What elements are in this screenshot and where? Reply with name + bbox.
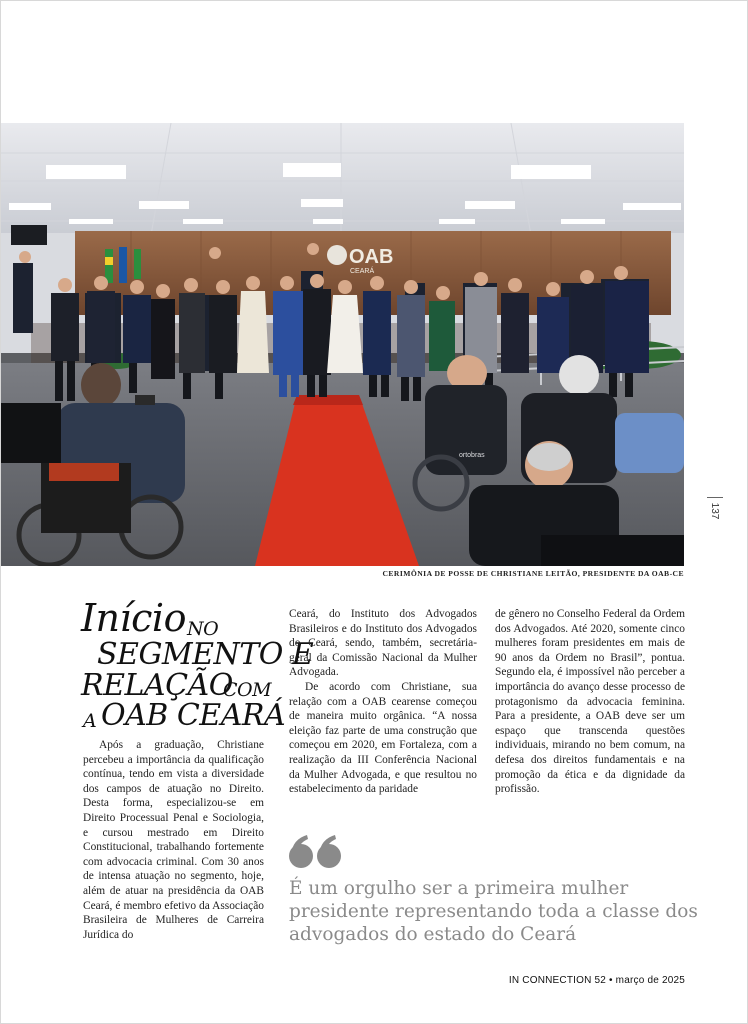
page-number-rule	[707, 497, 723, 498]
pull-quote: É um orgulho ser a primeira mulher presidente representando toda a classe dos advogados do estado do Ceará	[289, 878, 698, 945]
paragraph: de gênero no Conselho Federal da Ordem dos Advogados. Até 2020, somente cinco mulheres foram presidentes em mais de 90 anos da Ordem no Brasil”, pontua. Segundo ela, é impossível não perceber a importância do avanço desse processo de protagonismo da advocacia feminina. Para a presidente, a OAB deve ser um espaço que transcenda questões individuais, mirando no bem comum, na defesa dos direitos fundamentais e na promoção da ética e da dignidade da profissão.	[495, 608, 685, 796]
text-column-3	[495, 607, 685, 797]
heading-word-com: COM	[223, 679, 272, 701]
heading-word-oab-ceara: OAB CEARÁ	[101, 698, 286, 733]
heading-word-relacao: RELAÇÃO	[81, 668, 233, 703]
paragraph: Após a graduação, Christiane percebeu a importância da qualificação contínua, tendo em vista a diversidade dos campos de atuação no Direito. Desta forma, especializou-se em Direito Processual Penal e Sociologia, e cursou mestrado em Direito Constitucional, trabalhando fortemente com advocacia criminal. Com 30 anos de intensa atuação no segmento, hoje, além de atuar na presidência da OAB Ceará, é membro efetivo da Associação Brasileira de Mulheres de Carreira Jurídica do	[83, 739, 264, 941]
paragraph: De acordo com Christiane, sua relação com a OAB cearense começou de maneira muito orgânica. “A nossa eleição faz parte de uma construção que começou em 2020, em Fortaleza, com a realização da III Conferência Nacional da Mulher Advogada, e que resultou no estabelecimento da paridade	[289, 680, 477, 796]
heading-word-inicio: Início	[81, 596, 186, 640]
heading-line-segmento: SEGMENTO E	[97, 637, 314, 672]
ceremony-photo	[1, 123, 684, 566]
text-column-2	[289, 607, 477, 797]
heading-word-no: NO	[187, 618, 219, 640]
oab-logo-text: OAB	[349, 246, 394, 268]
photo-caption: CERIMÔNIA DE POSSE DE CHRISTIANE LEITÃO, PRESIDENTE DA OAB-CE	[382, 569, 684, 578]
heading-word-a: A	[83, 710, 97, 732]
footer-issue: IN CONNECTION 52 • março de 2025	[508, 975, 685, 986]
oab-logo-sub: CEARÁ	[350, 268, 375, 275]
wheelchair-brand: ortobras	[459, 452, 485, 459]
ceremony-photo-illustration	[1, 123, 684, 566]
paragraph: Ceará, do Instituto dos Advogados Brasileiros e do Instituto dos Advogados do Ceará, sendo, também, secretária-geral da Comissão Nacional da Mulher Advogada.	[289, 608, 477, 679]
page-number: 137	[709, 502, 721, 520]
quote-mark-icon	[289, 835, 343, 874]
text-column-1	[83, 738, 264, 942]
